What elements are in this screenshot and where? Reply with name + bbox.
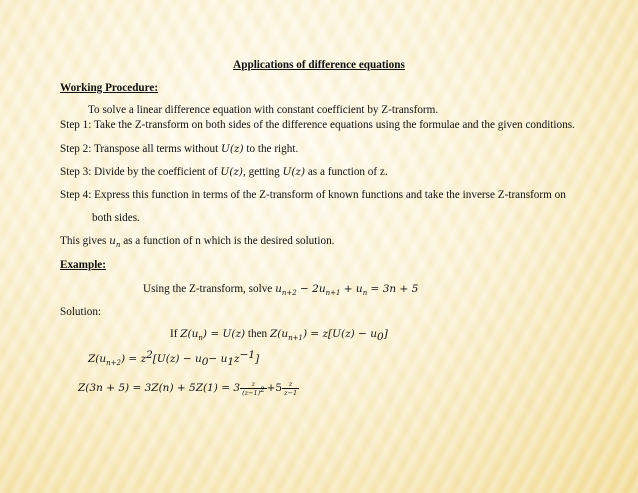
then-word: then: [245, 328, 270, 340]
step-3-text-b: , getting: [243, 166, 283, 178]
example-problem: [143, 282, 418, 296]
solution-line-3: [78, 378, 299, 398]
step-3-math-1: U(z): [220, 166, 243, 178]
step-2-text-b: to the right.: [243, 143, 299, 155]
example-equation: $u_{n+2} - 2u_{n+1} + u_n = 3n + 5$: [275, 283, 419, 298]
solution-eq-1b: $Z(u_{n+1}) = z[U(z) - u_0]$: [269, 328, 388, 344]
if-word: If: [170, 328, 181, 340]
solution-eq-1a: $Z(u_n) = U(z)$: [180, 328, 246, 343]
plus-sign: +: [266, 382, 276, 394]
step-2-math: U(z): [220, 143, 244, 155]
intro-text: To solve a linear difference equation with constant coefficient by Z-transform.: [88, 104, 439, 116]
fraction-z-over-z-minus-1-squared: $\frac{z}{(z-1)^2}$: [242, 379, 265, 397]
solution-eq-3: Z(3n + 5) = 3Z(n) + 5Z(1) = 3: [78, 382, 241, 394]
step-3-text-a: Step 3: Divide by the coefficient of: [60, 166, 221, 178]
coefficient-5: 5: [275, 382, 283, 394]
solution-line-1: [170, 327, 388, 344]
step-2: [60, 142, 298, 156]
solution-line-2: [88, 348, 260, 369]
step-2-text-a: Step 2: Transpose all terms without: [60, 143, 221, 155]
fraction-z-over-z-minus-1: $\frac{z}{z-1}$: [284, 379, 298, 397]
solution-label: Solution:: [60, 306, 102, 318]
step-3: [60, 165, 388, 179]
step-3-text-c: as a function of z.: [305, 166, 388, 178]
result-sentence: [60, 234, 334, 248]
result-text-a: This gives: [60, 235, 110, 247]
solution-eq-2: $Z(u_{n+2}) = z^2[U(z) - u_0- u_1z^{-1}]$: [88, 348, 260, 369]
working-procedure-heading: Working Procedure:: [60, 82, 159, 94]
step-1: Step 1: Take the Z-transform on both sides of the difference equations using the formulae and the given conditions.: [60, 119, 575, 131]
result-math: $u_n$: [109, 235, 121, 250]
result-text-b: as a function of n which is the desired solution.: [120, 235, 335, 247]
step-3-math-2: U(z): [282, 166, 306, 178]
example-heading: Example:: [60, 259, 106, 271]
example-text: Using the Z-transform, solve: [143, 283, 276, 295]
step-4-continued: both sides.: [92, 212, 140, 224]
page-title: Applications of difference equations: [233, 59, 405, 71]
step-4: Step 4: Express this function in terms of the Z-transform of known functions and take the inverse Z-transform on: [60, 189, 566, 201]
